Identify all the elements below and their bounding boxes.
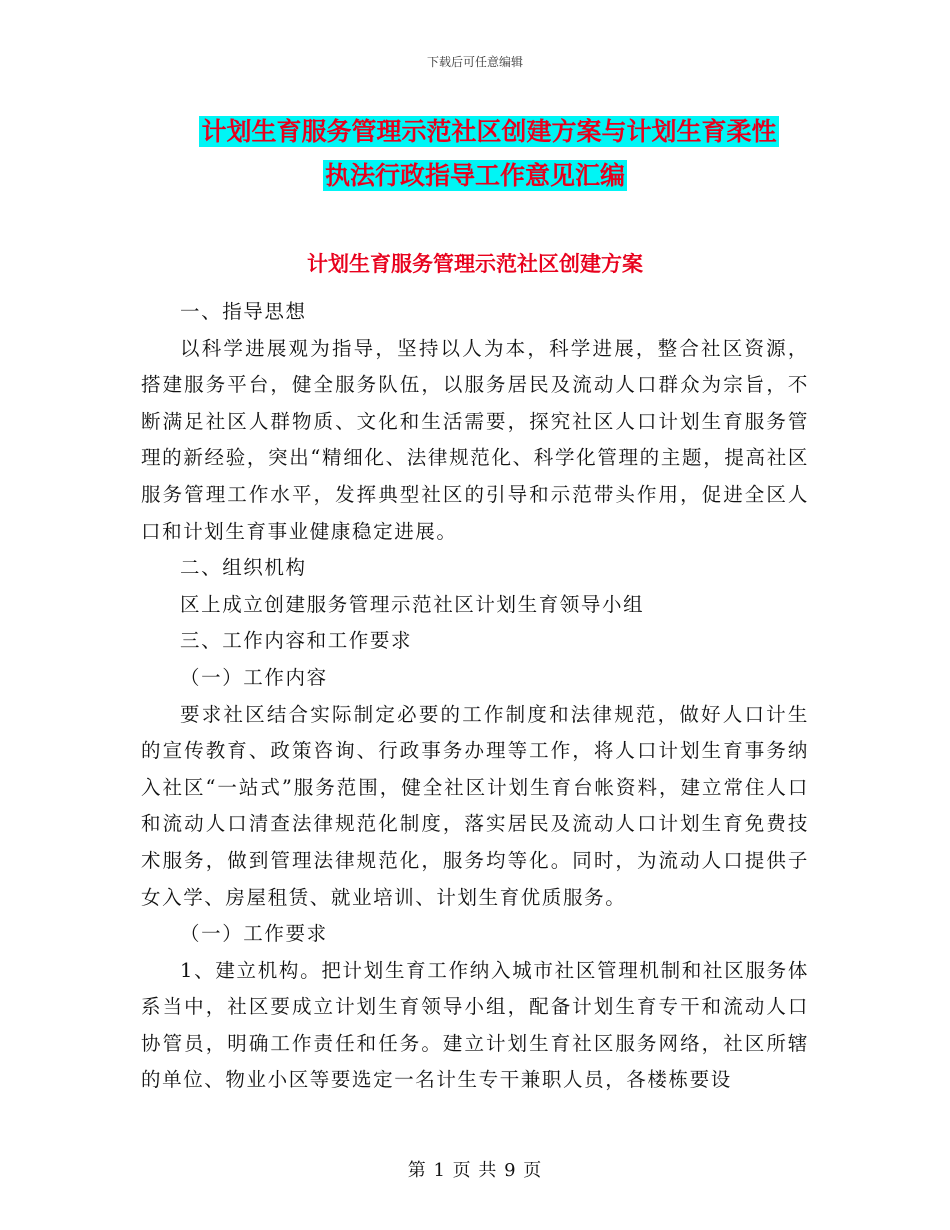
title-highlight-1: 计划生育服务管理示范社区创建方案与计划生育柔性 — [201, 117, 777, 146]
subheading-work-requirements: （一）工作要求 — [180, 922, 328, 946]
page-header-note: 下载后可任意编辑 — [426, 55, 523, 69]
page-number-footer: 第 1 页 共 9 页 — [407, 1160, 543, 1181]
section-title: 计划生育服务管理示范社区创建方案 — [307, 252, 643, 276]
heading-guiding-ideology: 一、指导思想 — [180, 300, 307, 323]
paragraph-establish-institutions: 1、建立机构。把计划生育工作纳入城市社区管理机制和社区服务体系当中，社区要成立计划生育领导小组，配备计划生育专干和流动人口协管员，明确工作责任和任务。建立计划生育社区服务网络，社区所辖的单位、物业小区等要选定一名计生专干兼职人员，各楼栋要设 — [141, 958, 809, 1092]
paragraph-work-content: 要求社区结合实际制定必要的工作制度和法律规范，做好人口计生的宣传教育、政策咨询、行政事务办理等工作，将人口计划生育事务纳入社区“一站式”服务范围，健全社区计划生育台帐资料，建立常住人口和流动人口清查法律规范化制度，落实居民及流动人口计划生育免费技术服务，做到管理法律规范化，服务均等化。同时，为流动人口提供子女入学、房屋租赁、就业培训、计划生育优质服务。 — [141, 702, 809, 909]
document-title-line-1 — [14, 114, 950, 150]
heading-organization: 二、组织机构 — [180, 556, 307, 580]
paragraph-guiding-ideology: 以科学进展观为指导，坚持以人为本，科学进展，整合社区资源，搭建服务平台，健全服务队伍，以服务居民及流动人口群众为宗旨，不断满足社区人群物质、文化和生活需要，探究社区人口计划生育服务管理的新经验，突出“精细化、法律规范化、科学化管理的主题，提高社区服务管理工作水平，发挥典型社区的引导和示范带头作用，促进全区人口和计划生育事业健康稳定进展。 — [141, 336, 809, 543]
paragraph-organization: 区上成立创建服务管理示范社区计划生育领导小组 — [180, 592, 645, 616]
document-body — [141, 294, 809, 1099]
document-title-line-2 — [0, 158, 950, 194]
subheading-work-content: （一）工作内容 — [180, 665, 328, 689]
heading-work-content-requirements: 三、工作内容和工作要求 — [180, 629, 413, 653]
title-highlight-2: 执法行政指导工作意见汇编 — [324, 161, 625, 190]
